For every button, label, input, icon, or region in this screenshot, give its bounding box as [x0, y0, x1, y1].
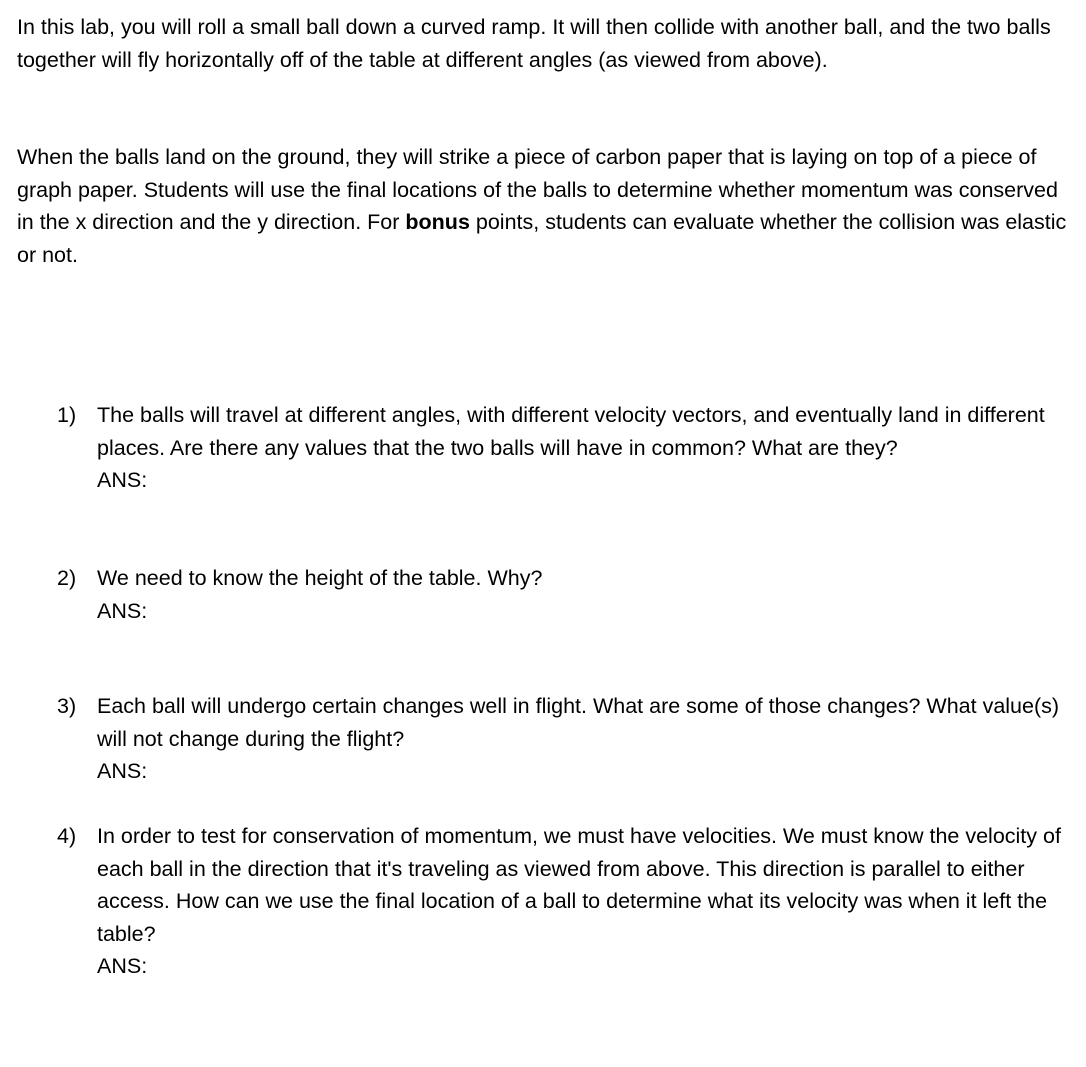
question-number: 1) — [57, 403, 77, 427]
answer-label: ANS: — [97, 468, 148, 493]
question-number: 3) — [57, 694, 77, 718]
question-text: In order to test for conservation of momentum, we must have velocities. We must know the velocity of each ball in the direction that it's traveling as viewed from above. This direction is parallel to either access. How can we use the final location of a ball to determine what its velocity was when it left the table? — [97, 824, 1061, 946]
intro-paragraph-2-text-start: When the balls land on the ground, they will strike a piece of carbon paper that is laying on top of a piece of graph paper. Students will use the final locations of the balls to determine whether momentum was conserved in the x direction and the y direction. For — [17, 145, 1058, 235]
question-3 — [57, 690, 1067, 788]
answer-label: ANS: — [97, 759, 148, 784]
intro-paragraph-2-text-end: points, students can evaluate whether the collision was elastic or not. — [17, 210, 1067, 267]
question-1 — [57, 399, 1067, 497]
question-2 — [57, 562, 1067, 627]
answer-label: ANS: — [97, 954, 148, 979]
question-text: Each ball will undergo certain changes well in flight. What are some of those changes? What value(s) will not change during the flight? — [97, 694, 1060, 751]
question-4 — [57, 820, 1067, 983]
answer-label: ANS: — [97, 598, 148, 623]
question-text: We need to know the height of the table. Why? — [97, 566, 543, 590]
question-text: The balls will travel at different angles, with different velocity vectors, and eventually land in different places. Are there any values that the two balls will have in common? What are they? — [97, 403, 1045, 460]
bonus-emphasis: bonus — [405, 210, 470, 235]
question-number: 4) — [57, 824, 77, 848]
question-number: 2) — [57, 566, 77, 590]
intro-paragraph-1: In this lab, you will roll a small ball down a curved ramp. It will then collide with another ball, and the two balls together will fly horizontally off of the table at different angles (as viewed from above). — [17, 15, 1051, 72]
intro-paragraph-2 — [17, 141, 1067, 271]
